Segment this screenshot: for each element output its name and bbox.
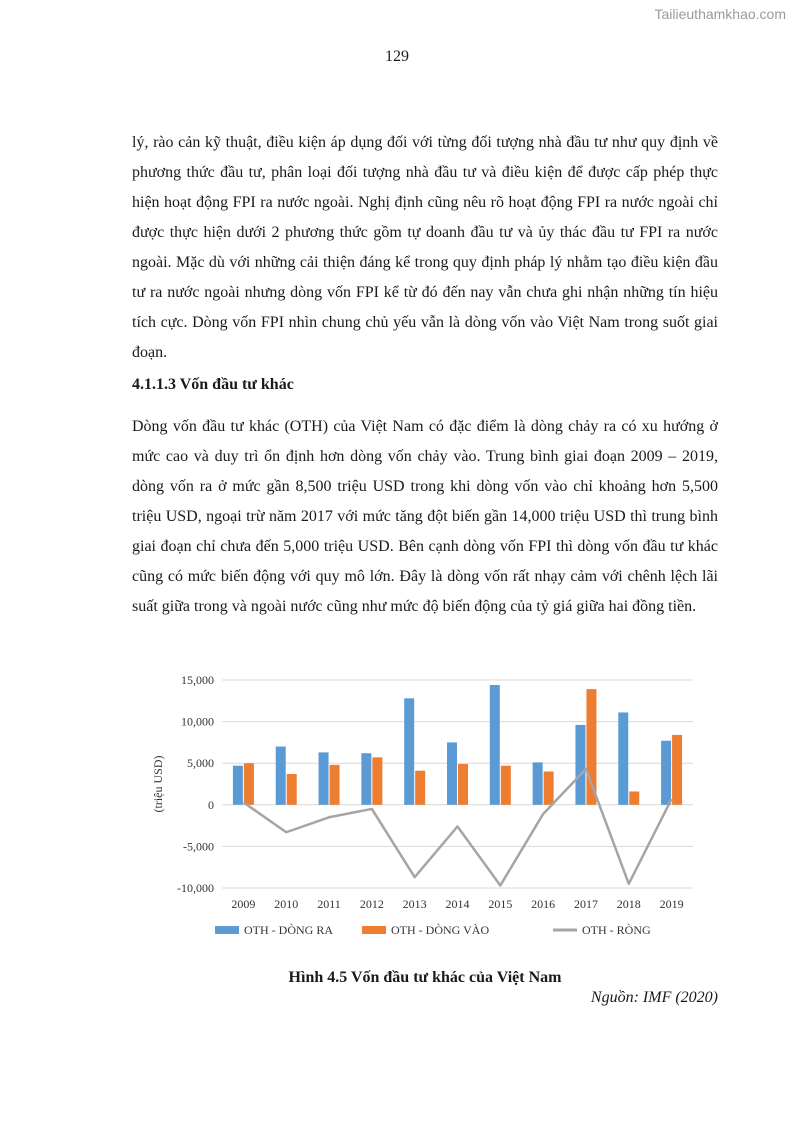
y-tick-label: 5,000 [187,756,214,771]
bar-dong-ra [575,725,585,805]
y-tick-label: -5,000 [183,839,214,854]
x-tick-label: 2018 [616,897,641,911]
bar-dong-vao [586,689,596,805]
chart-figure [140,665,710,955]
x-tick-label: 2013 [402,897,427,911]
y-tick-label: 0 [208,797,214,812]
bar-dong-ra [618,712,628,804]
y-tick-label: 10,000 [181,714,214,729]
bar-dong-vao [501,766,511,805]
bar-dong-ra [276,747,286,805]
x-tick-label: 2016 [531,897,556,911]
bar-dong-vao [372,757,382,804]
oth-chart [140,665,710,955]
bar-dong-ra [490,685,500,805]
legend-label: OTH - DÒNG VÀO [391,923,490,937]
bar-dong-vao [287,774,297,805]
legend-swatch [362,926,386,934]
line-rong [243,769,671,885]
bar-dong-vao [544,772,554,805]
x-tick-label: 2010 [274,897,299,911]
watermark: Tailieuthamkhao.com [654,6,786,22]
bar-dong-vao [415,771,425,805]
bar-dong-vao [330,765,340,805]
y-tick-label: 15,000 [181,673,214,687]
x-tick-label: 2009 [231,897,256,911]
y-tick-label: -10,000 [177,881,214,895]
bar-dong-ra [404,698,414,804]
x-tick-label: 2011 [317,897,341,911]
x-tick-label: 2019 [659,897,684,911]
bar-dong-vao [458,764,468,805]
legend-label: OTH - RÒNG [582,923,651,937]
bar-dong-vao [672,735,682,805]
bar-dong-ra [447,742,457,804]
figure-source: Nguồn: IMF (2020) [590,989,718,1006]
legend-swatch [215,926,239,934]
section-heading: 4.1.1.3 Vốn đầu tư khác [132,376,294,393]
legend-label: OTH - DÒNG RA [244,923,333,937]
figure-caption: Hình 4.5 Vốn đầu tư khác của Việt Nam [288,969,562,986]
x-tick-label: 2015 [488,897,513,911]
bar-dong-vao [244,763,254,805]
x-tick-label: 2014 [445,897,470,911]
y-axis-label: (triệu USD) [151,755,165,813]
bar-dong-ra [533,762,543,804]
paragraph-1: lý, rào cản kỹ thuật, điều kiện áp dụng đối với từng đối tượng nhà đầu tư như quy định về phương thức đầu tư, phân loại đối tượng nhà đầu tư và điều kiện để được cấp phép thực hiện hoạt động FPI ra nước ngoài. Nghị định cũng nêu rõ hoạt động FPI ra nước ngoài chỉ được thực hiện dưới 2 phương thức gồm tự doanh đầu tư và ủy thác đầu tư FPI ra nước ngoài. Mặc dù với những cải thiện đáng kể trong quy định pháp lý nhằm tạo điều kiện đầu tư ra nước ngoài nhưng dòng vốn FPI kể từ đó đến nay vẫn chưa ghi nhận những tín hiệu tích cực. Dòng vốn FPI nhìn chung chủ yếu vẫn là dòng vốn vào Việt Nam trong suốt giai đoạn. [132,134,718,361]
paragraph-2: Dòng vốn đầu tư khác (OTH) của Việt Nam có đặc điểm là dòng chảy ra có xu hướng ở mức cao và duy trì ổn định hơn dòng vốn chảy vào. Trung bình giai đoạn 2009 – 2019, dòng vốn ra ở mức gần 8,500 triệu USD trong khi dòng vốn vào chỉ khoảng hơn 5,500 triệu USD, ngoại trừ năm 2017 với mức tăng đột biến gần 14,000 triệu USD thì trung bình giai đoạn chỉ chưa đến 5,000 triệu USD. Bên cạnh dòng vốn FPI thì dòng vốn đầu tư khác cũng có mức biến động với quy mô lớn. Đây là dòng vốn rất nhạy cảm với chênh lệch lãi suất giữa trong và ngoài nước cũng như mức độ biến động của tỷ giá giữa hai đồng tiền. [132,418,718,615]
bar-dong-ra [233,766,243,805]
x-tick-label: 2012 [359,897,384,911]
bar-dong-ra [361,753,371,805]
bar-dong-ra [661,741,671,805]
bar-dong-vao [629,791,639,804]
bar-dong-ra [319,752,329,804]
page-number: 129 [385,48,409,65]
x-tick-label: 2017 [573,897,598,911]
